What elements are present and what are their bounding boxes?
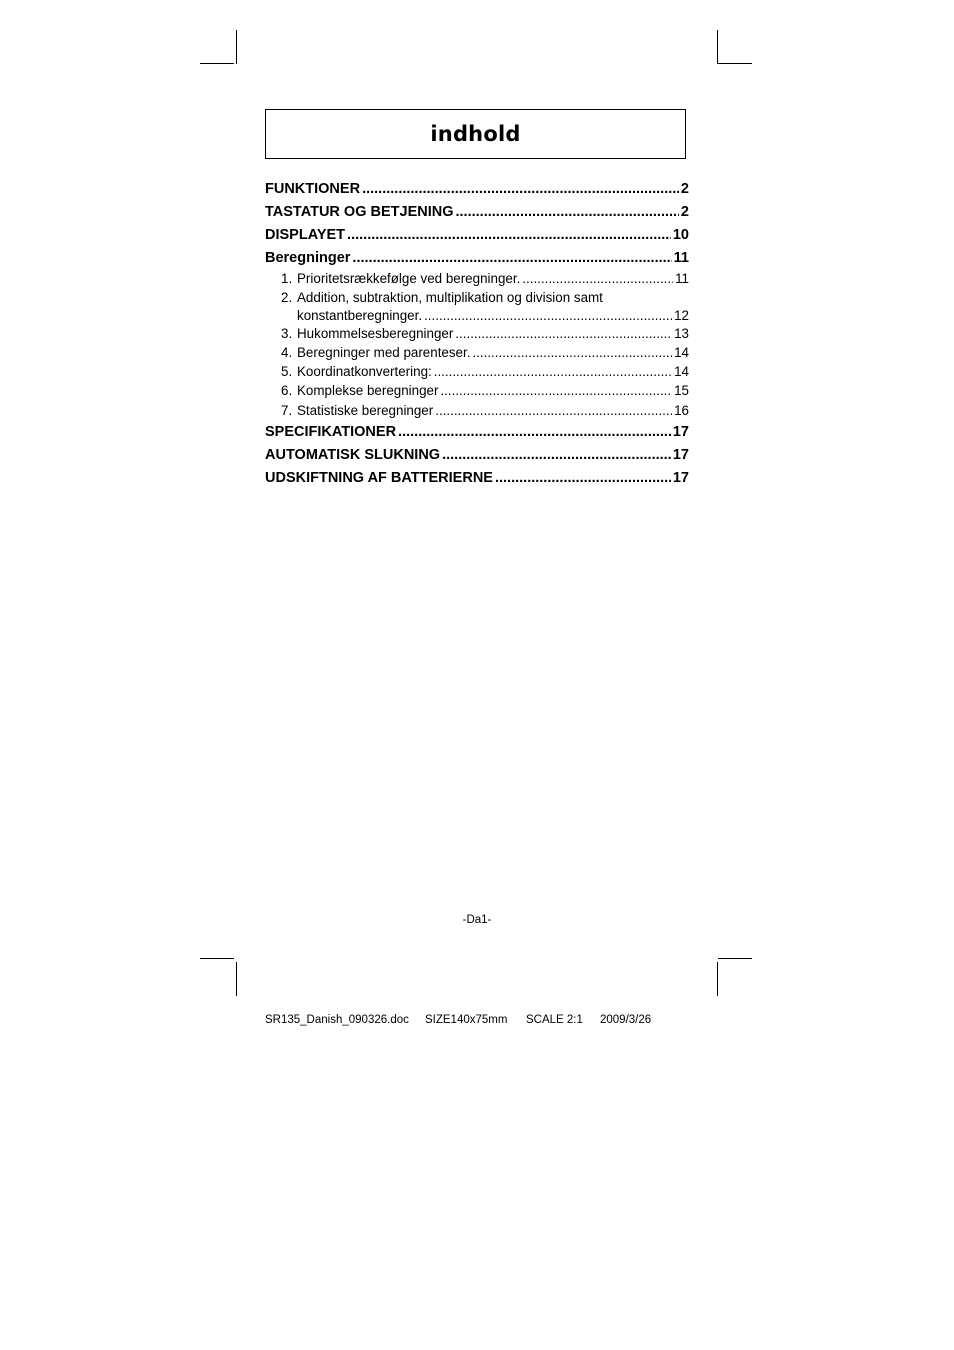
toc-leader-dots (455, 324, 672, 343)
toc-entry-page: 2 (680, 204, 689, 220)
toc-entry-number: 1. (281, 271, 293, 286)
toc-entry-label (281, 270, 520, 288)
toc-entry-text: Hukommelsesberegninger (297, 326, 454, 341)
toc-subentry-2-line2[interactable] (265, 307, 689, 324)
crop-mark-bottom-left-vertical (236, 962, 237, 996)
toc-entry-beregninger[interactable] (265, 247, 689, 270)
toc-entry-text: Addition, subtraktion, multiplikation og division samt (297, 290, 603, 305)
toc-entry-page: 17 (672, 447, 689, 463)
toc-leader-dots (434, 362, 672, 381)
toc-entry-label: Beregninger (265, 250, 351, 266)
footer-date: 2009/3/26 (600, 1014, 652, 1026)
toc-entry-automatisk-slukning[interactable] (265, 444, 689, 467)
toc-subentry-2-line1[interactable] (265, 288, 689, 307)
toc-entry-page: 11 (673, 250, 689, 266)
toc-entry-label (281, 288, 603, 307)
toc-leader-dots (456, 201, 679, 224)
toc-entry-continuation: konstantberegninger. (297, 308, 423, 323)
toc-entry-text: Koordinatkonvertering: (297, 364, 432, 379)
toc-entry-page: 11 (675, 271, 689, 286)
toc-leader-dots (424, 307, 672, 324)
page-number: -Da1- (462, 914, 492, 926)
toc-leader-dots (435, 400, 672, 421)
footer-size: SIZE140x75mm (425, 1014, 508, 1026)
toc-entry-label: FUNKTIONER (265, 181, 361, 197)
toc-entry-displayet[interactable] (265, 224, 689, 247)
toc-subentry-6[interactable] (265, 381, 689, 400)
toc-entry-page: 17 (672, 470, 689, 486)
toc-leader-dots (347, 224, 671, 247)
toc-leader-dots (440, 381, 672, 400)
toc-leader-dots (352, 247, 671, 270)
crop-mark-top-left-vertical (236, 30, 237, 64)
toc-entry-number: 3. (281, 326, 293, 341)
toc-leader-dots (442, 444, 671, 467)
toc-entry-page: 14 (674, 364, 689, 379)
toc-subentry-5[interactable] (265, 362, 689, 381)
toc-entry-number: 7. (281, 403, 293, 418)
toc-entry-funktioner[interactable] (265, 178, 689, 201)
toc-leader-dots (472, 343, 672, 362)
toc-entry-tastatur[interactable] (265, 201, 689, 224)
footer-filename: SR135_Danish_090326.doc (265, 1014, 409, 1026)
toc-entry-page: 2 (680, 181, 689, 197)
toc-entry-label (281, 362, 432, 381)
crop-mark-top-left-horizontal (200, 63, 234, 64)
toc-entry-label: AUTOMATISK SLUKNING (265, 447, 441, 463)
toc-entry-text: Prioritetsrækkefølge ved beregninger. (297, 271, 521, 286)
toc-entry-label: TASTATUR OG BETJENING (265, 204, 454, 220)
toc-entry-label: DISPLAYET (265, 227, 346, 243)
toc-leader-dots (362, 178, 679, 201)
toc-entry-page: 17 (672, 424, 689, 440)
toc-entry-text: Komplekse beregninger (297, 383, 439, 398)
toc-leader-dots (398, 421, 671, 444)
toc-subentry-7[interactable] (265, 400, 689, 421)
toc-subentry-4[interactable] (265, 343, 689, 362)
toc-entry-text: Beregninger med parenteser. (297, 345, 471, 360)
title-box (265, 109, 686, 159)
crop-mark-top-right-vertical (717, 30, 718, 64)
toc-entry-specifikationer[interactable] (265, 421, 689, 444)
toc-entry-number: 2. (281, 290, 293, 305)
toc-entry-page: 15 (674, 383, 689, 398)
toc-entry-label (281, 400, 433, 421)
toc-entry-label: SPECIFIKATIONER (265, 424, 397, 440)
toc-entry-number: 5. (281, 364, 293, 379)
footer-scale: SCALE 2:1 (526, 1014, 583, 1026)
toc-entry-page: 13 (674, 326, 689, 341)
crop-mark-bottom-right-horizontal (718, 958, 752, 959)
toc-entry-label (281, 324, 453, 343)
crop-mark-top-right-horizontal (718, 63, 752, 64)
toc-subentry-3[interactable] (265, 324, 689, 343)
toc-entry-label (281, 381, 438, 400)
toc-subentry-1[interactable] (265, 270, 689, 288)
toc-entry-page: 14 (674, 345, 689, 360)
toc-entry-page: 12 (674, 308, 689, 323)
page-title: indhold (430, 122, 521, 146)
toc-entry-page: 10 (672, 227, 689, 243)
toc-leader-dots (522, 270, 673, 288)
table-of-contents (265, 178, 689, 490)
toc-entry-number: 6. (281, 383, 293, 398)
toc-entry-label: UDSKIFTNING AF BATTERIERNE (265, 470, 493, 486)
toc-entry-text: Statistiske beregninger (297, 403, 434, 418)
toc-entry-page: 16 (674, 403, 689, 418)
toc-leader-dots (495, 467, 671, 490)
crop-mark-bottom-left-horizontal (200, 958, 234, 959)
toc-entry-label (281, 343, 470, 362)
toc-entry-number: 4. (281, 345, 293, 360)
toc-entry-udskiftning[interactable] (265, 467, 689, 490)
crop-mark-bottom-right-vertical (717, 962, 718, 996)
